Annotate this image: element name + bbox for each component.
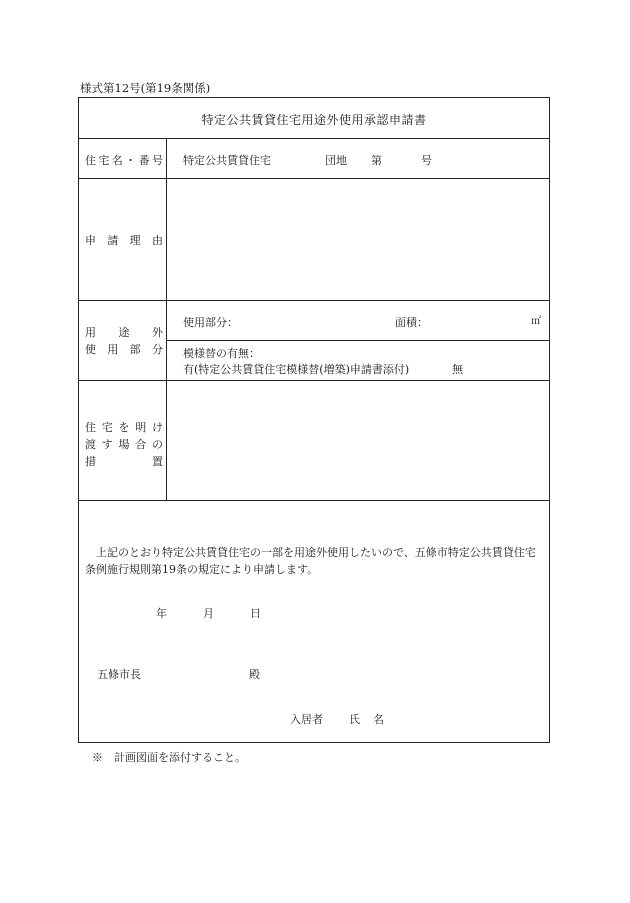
applicant-shi: 氏 (349, 713, 360, 726)
reason-label: 申 請 理 由 (85, 234, 163, 247)
form-frame (78, 97, 550, 743)
divider (79, 138, 549, 139)
date-year: 年 (156, 607, 167, 620)
vacate-label-line1: 住 宅 を 明 け (85, 421, 163, 434)
date-month: 月 (203, 607, 214, 620)
form-number: 様式第12号(第19条関係) (80, 81, 211, 95)
dai-label: 第 (371, 154, 382, 167)
remodel-label: 模様替の有無： (183, 347, 260, 360)
area-label: 面積： (395, 316, 428, 329)
reason-field[interactable] (167, 179, 550, 299)
date-day: 日 (250, 607, 261, 620)
footer-note: ※ 計画図面を添付すること。 (92, 751, 246, 764)
vacate-label-line2: 渡 す 場 合 の (85, 438, 163, 451)
remodel-yes-option[interactable]: 有(特定公共賃貸住宅模様替(増築)申請書添付) (183, 363, 410, 376)
form-title: 特定公共賃貸住宅用途外使用承認申請書 (201, 113, 427, 127)
vacate-label-line3: 措 置 (85, 455, 163, 468)
vacate-field[interactable] (167, 381, 550, 499)
usage-part-label: 使用部分： (183, 316, 238, 329)
honorific: 殿 (249, 668, 260, 681)
housing-name: 特定公共賃貸住宅 (183, 154, 271, 167)
mayor-label: 五條市長 (97, 668, 141, 681)
housing-label: 住 宅 名 ・ 番 号 (85, 154, 163, 167)
divider (79, 500, 549, 501)
usage-label-line1: 用 途 外 (85, 326, 163, 339)
divider (167, 340, 550, 341)
applicant-mei: 名 (373, 713, 384, 726)
statement-text: 上記のとおり特定公共賃貸住宅の一部を用途外使用したいので、五條市特定公共賃貸住宅条例施行規則第19条の規定により申請します。 (85, 546, 536, 576)
go-label: 号 (421, 154, 432, 167)
applicant-label: 入居者 (290, 713, 323, 726)
remodel-no-option[interactable]: 無 (452, 363, 463, 376)
area-unit: ㎡ (531, 316, 541, 327)
usage-label-line2: 使 用 部 分 (85, 343, 163, 356)
divider (79, 300, 549, 301)
danchi-label: 団地 (325, 154, 347, 167)
